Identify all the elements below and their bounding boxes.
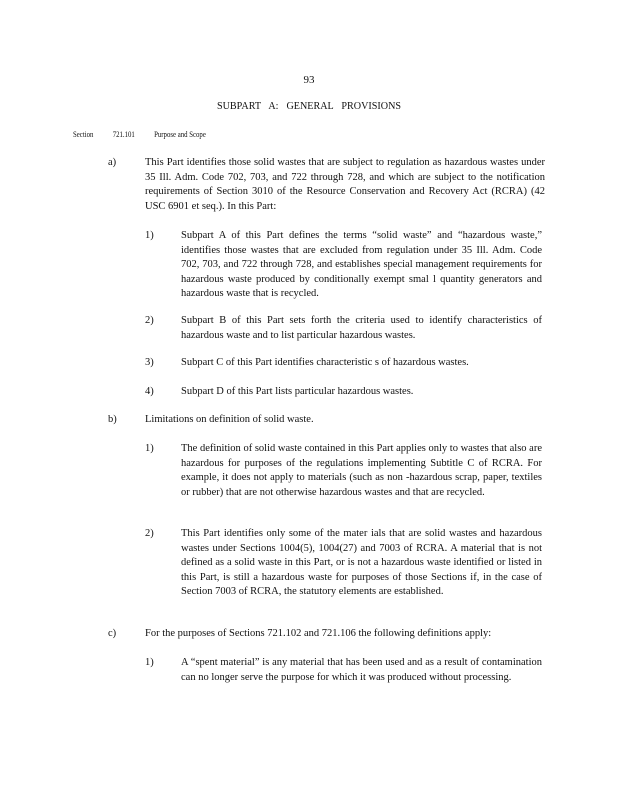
item-marker: 1) xyxy=(145,657,154,668)
item-marker: 1) xyxy=(145,443,154,454)
item-marker: 3) xyxy=(145,357,154,368)
item-text: A “spent material” is any material that has been used and as a result of contamination can no longer serve the purpose for which it was produced without processing. xyxy=(181,657,542,683)
section-number: 721.101 xyxy=(112,129,135,139)
item-text: Subpart D of this Part lists particular hazardous wastes. xyxy=(181,386,414,397)
item-text: Subpart A of this Part defines the terms “solid waste” and “hazardous waste,” identifies those wastes that are excluded from regulation under 35 Ill. Adm. Code 702, 703, and 722 through 728, and establishes special management requirements for hazardous waste produced by conditionally exempt smal l quantity generators and hazardous waste that is recycled. xyxy=(181,230,542,300)
item-text: This Part identifies only some of the mater ials that are solid wastes and hazardous wastes under Sections 1004(5), 1004(27) and 7003 of RCRA. A material that is not defined as a solid waste in this Part, or is not a hazardous waste identified or listed in this Part, is still a hazardous waste for purposes of those Sections if, in the case of Section 7003 of RCRA, the statutory elements are established. xyxy=(181,528,542,598)
paragraph-marker: b) xyxy=(108,414,117,425)
subpart-title: SUBPART A: GENERAL PROVISIONS xyxy=(217,100,401,112)
paragraph-text: This Part identifies those solid wastes that are subject to regulation as hazardous wastes under 35 Ill. Adm. Code 702, 703, and 722 through 728, and which are subject to the notification requirements of Section 3010 of the Resource Conservation and Recovery Act (RCRA) (42 USC 6901 et seq.). In this Part: xyxy=(145,157,545,212)
section-title: Purpose and Scope xyxy=(154,129,206,139)
item-text: The definition of solid waste contained in this Part applies only to wastes that also are hazardous for purposes of the regulations implementing Subtitle C of RCRA. For example, it does not apply to materials (such as non -hazardous scrap, paper, textiles or rubber) that are not otherwise hazardous wastes and that are recycled. xyxy=(181,443,542,498)
item-marker: 2) xyxy=(145,528,154,539)
item-text: Subpart C of this Part identifies characteristic s of hazardous wastes. xyxy=(181,357,469,368)
item-marker: 2) xyxy=(145,315,154,326)
item-marker: 4) xyxy=(145,386,154,397)
paragraph-text: Limitations on definition of solid waste. xyxy=(145,414,314,425)
paragraph-text: For the purposes of Sections 721.102 and 721.106 the following definitions apply: xyxy=(145,628,492,639)
section-heading xyxy=(73,129,223,139)
section-label: Section xyxy=(73,129,94,139)
item-text: Subpart B of this Part sets forth the criteria used to identify characteristics of hazardous waste and to list particular hazardous wastes. xyxy=(181,315,542,341)
page-number: 93 xyxy=(303,74,315,86)
paragraph-marker: c) xyxy=(108,628,117,639)
paragraph-marker: a) xyxy=(108,157,117,168)
item-marker: 1) xyxy=(145,230,154,241)
